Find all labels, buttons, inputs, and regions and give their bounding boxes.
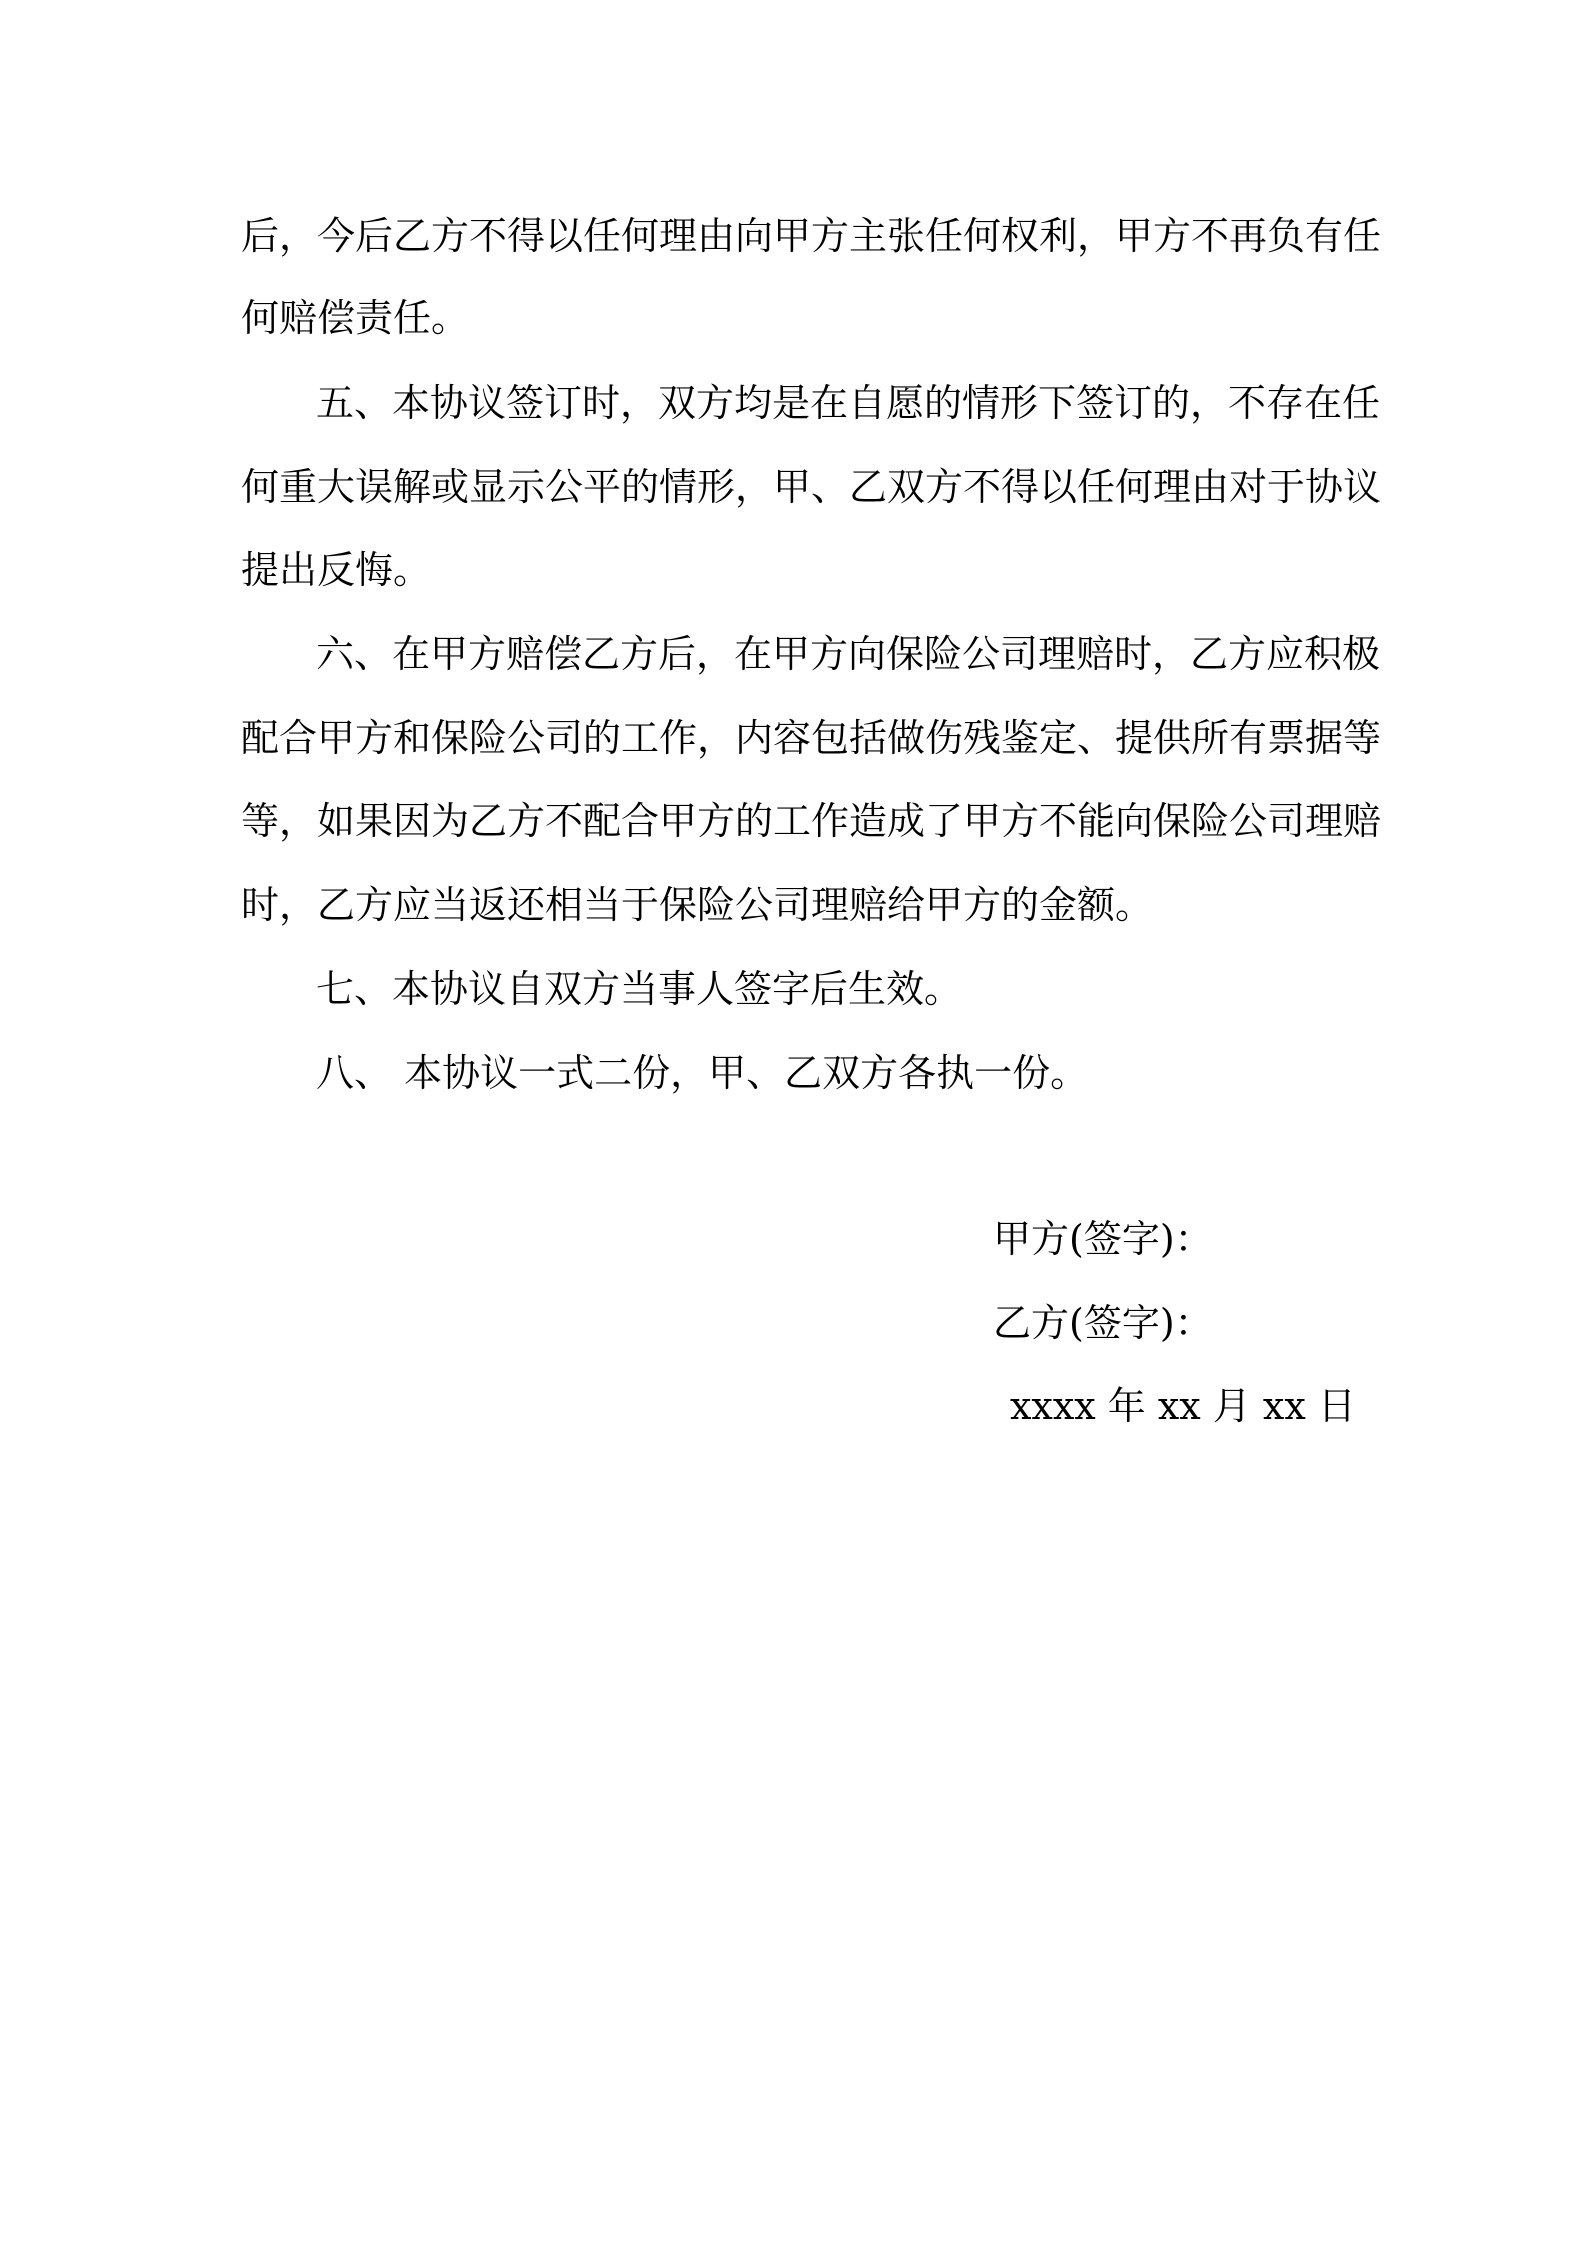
paragraph-5-line-2: 何重大误解或显示公平的情形，甲、乙双方不得以任何理由对于协议 xyxy=(241,465,1382,509)
paragraph-5-line-3: 提出反悔。 xyxy=(241,548,432,592)
paragraph-6-line-2: 配合甲方和保险公司的工作，内容包括做伤残鉴定、提供所有票据等 xyxy=(241,716,1382,760)
paragraph-8-line-1: 八、 本协议一式二份，甲、乙双方各执一份。 xyxy=(316,1051,1089,1095)
paragraph-4-line-2: 何赔偿责任。 xyxy=(241,296,470,340)
paragraph-6-line-1: 六、在甲方赔偿乙方后，在甲方向保险公司理赔时，乙方应积极 xyxy=(316,632,1381,676)
party-a-signature-label: 甲方(签字)： xyxy=(993,1217,1213,1261)
party-b-signature-label: 乙方(签字)： xyxy=(993,1301,1213,1345)
paragraph-5-line-1: 五、本协议签订时，双方均是在自愿的情形下签订的，不存在任 xyxy=(316,381,1381,425)
paragraph-6-line-4: 时，乙方应当返还相当于保险公司理赔给甲方的金额。 xyxy=(241,883,1154,927)
paragraph-7-line-1: 七、本协议自双方当事人签字后生效。 xyxy=(316,967,963,1011)
paragraph-6-line-3: 等，如果因为乙方不配合甲方的工作造成了甲方不能向保险公司理赔 xyxy=(241,799,1382,843)
signature-date: xxxx 年 xx 月 xx 日 xyxy=(1010,1384,1356,1428)
paragraph-4-line-1: 后，今后乙方不得以任何理由向甲方主张任何权利，甲方不再负有任 xyxy=(241,214,1382,258)
